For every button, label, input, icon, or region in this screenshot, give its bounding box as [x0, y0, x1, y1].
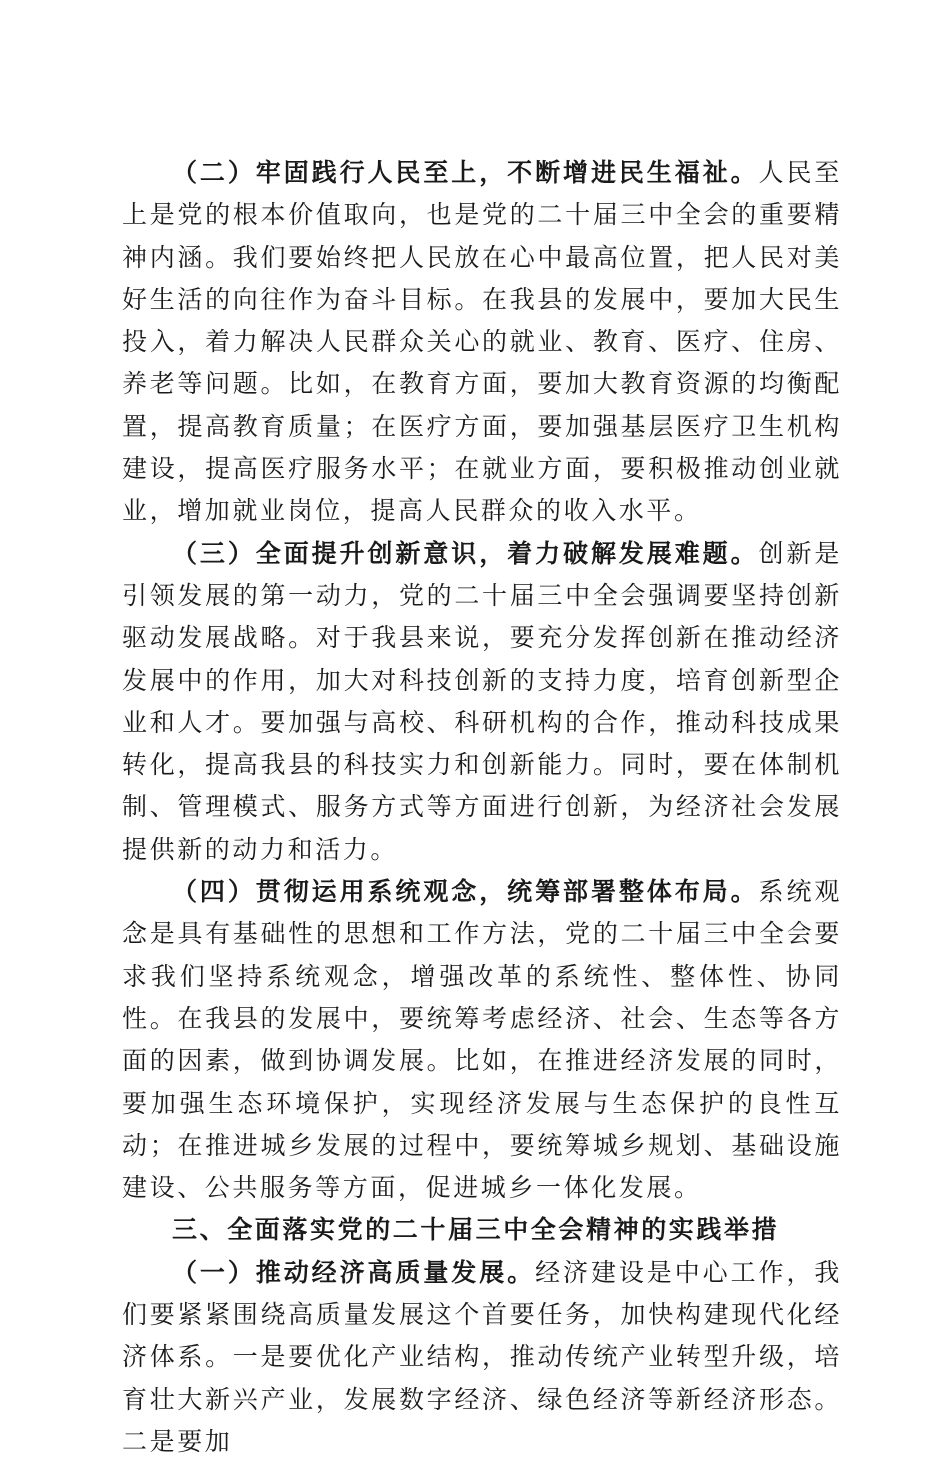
paragraph-people-first [122, 152, 842, 533]
paragraph-text: 人民至上是党的根本价值取向，也是党的二十届三中全会的重要精神内涵。我们要始终把人民放在心中最高位置，把人民对美好生活的向往作为奋斗目标。在我县的发展中，要加大民生投入，着力解决人民群众关心的就业、教育、医疗、住房、养老等问题。比如，在教育方面，要加大教育资源的均衡配置，提高教育质量；在医疗方面，要加强基层医疗卫生机构建设，提高医疗服务水平；在就业方面，要积极推动创业就业，增加就业岗位，提高人民群众的收入水平。 [122, 158, 842, 526]
paragraph-innovation [122, 533, 842, 871]
paragraph-economy [122, 1252, 842, 1463]
paragraph-lead: （二）牢固践行人民至上，不断增进民生福祉。 [172, 158, 759, 187]
paragraph-lead: （三）全面提升创新意识，着力破解发展难题。 [172, 538, 759, 568]
document-body [122, 152, 842, 1463]
paragraph-text: 经济建设是中心工作，我们要紧紧围绕高质量发展这个首要任务，加快构建现代化经济体系。一是要优化产业结构，推动传统产业转型升级，培育壮大新兴产业，发展数字经济、绿色经济等新经济形态。二是要加 [122, 1257, 842, 1456]
paragraph-text: 创新是引领发展的第一动力，党的二十届三中全会强调要坚持创新驱动发展战略。对于我县来说，要充分发挥创新在推动经济发展中的作用，加大对科技创新的支持力度，培育创新型企业和人才。要加强与高校、科研机构的合作，推动科技成果转化，提高我县的科技实力和创新能力。同时，要在体制机制、管理模式、服务方式等方面进行创新，为经济社会发展提供新的动力和活力。 [122, 538, 842, 864]
paragraph-lead: （四）贯彻运用系统观念，统筹部署整体布局。 [172, 877, 759, 907]
section-heading: 三、全面落实党的二十届三中全会精神的实践举措 [172, 1215, 780, 1245]
paragraph-text: 系统观念是具有基础性的思想和工作方法，党的二十届三中全会要求我们坚持系统观念，增强改革的系统性、整体性、协同性。在我县的发展中，要统筹考虑经济、社会、生态等各方面的因素，做到协调发展。比如，在推进经济发展的同时，要加强生态环境保护，实现经济发展与生态保护的良性互动；在推进城乡发展的过程中，要统筹城乡规划、基础设施建设、公共服务等方面，促进城乡一体化发展。 [122, 877, 842, 1203]
paragraph-lead: （一）推动经济高质量发展。 [172, 1257, 536, 1287]
paragraph-system-concept [122, 871, 842, 1209]
